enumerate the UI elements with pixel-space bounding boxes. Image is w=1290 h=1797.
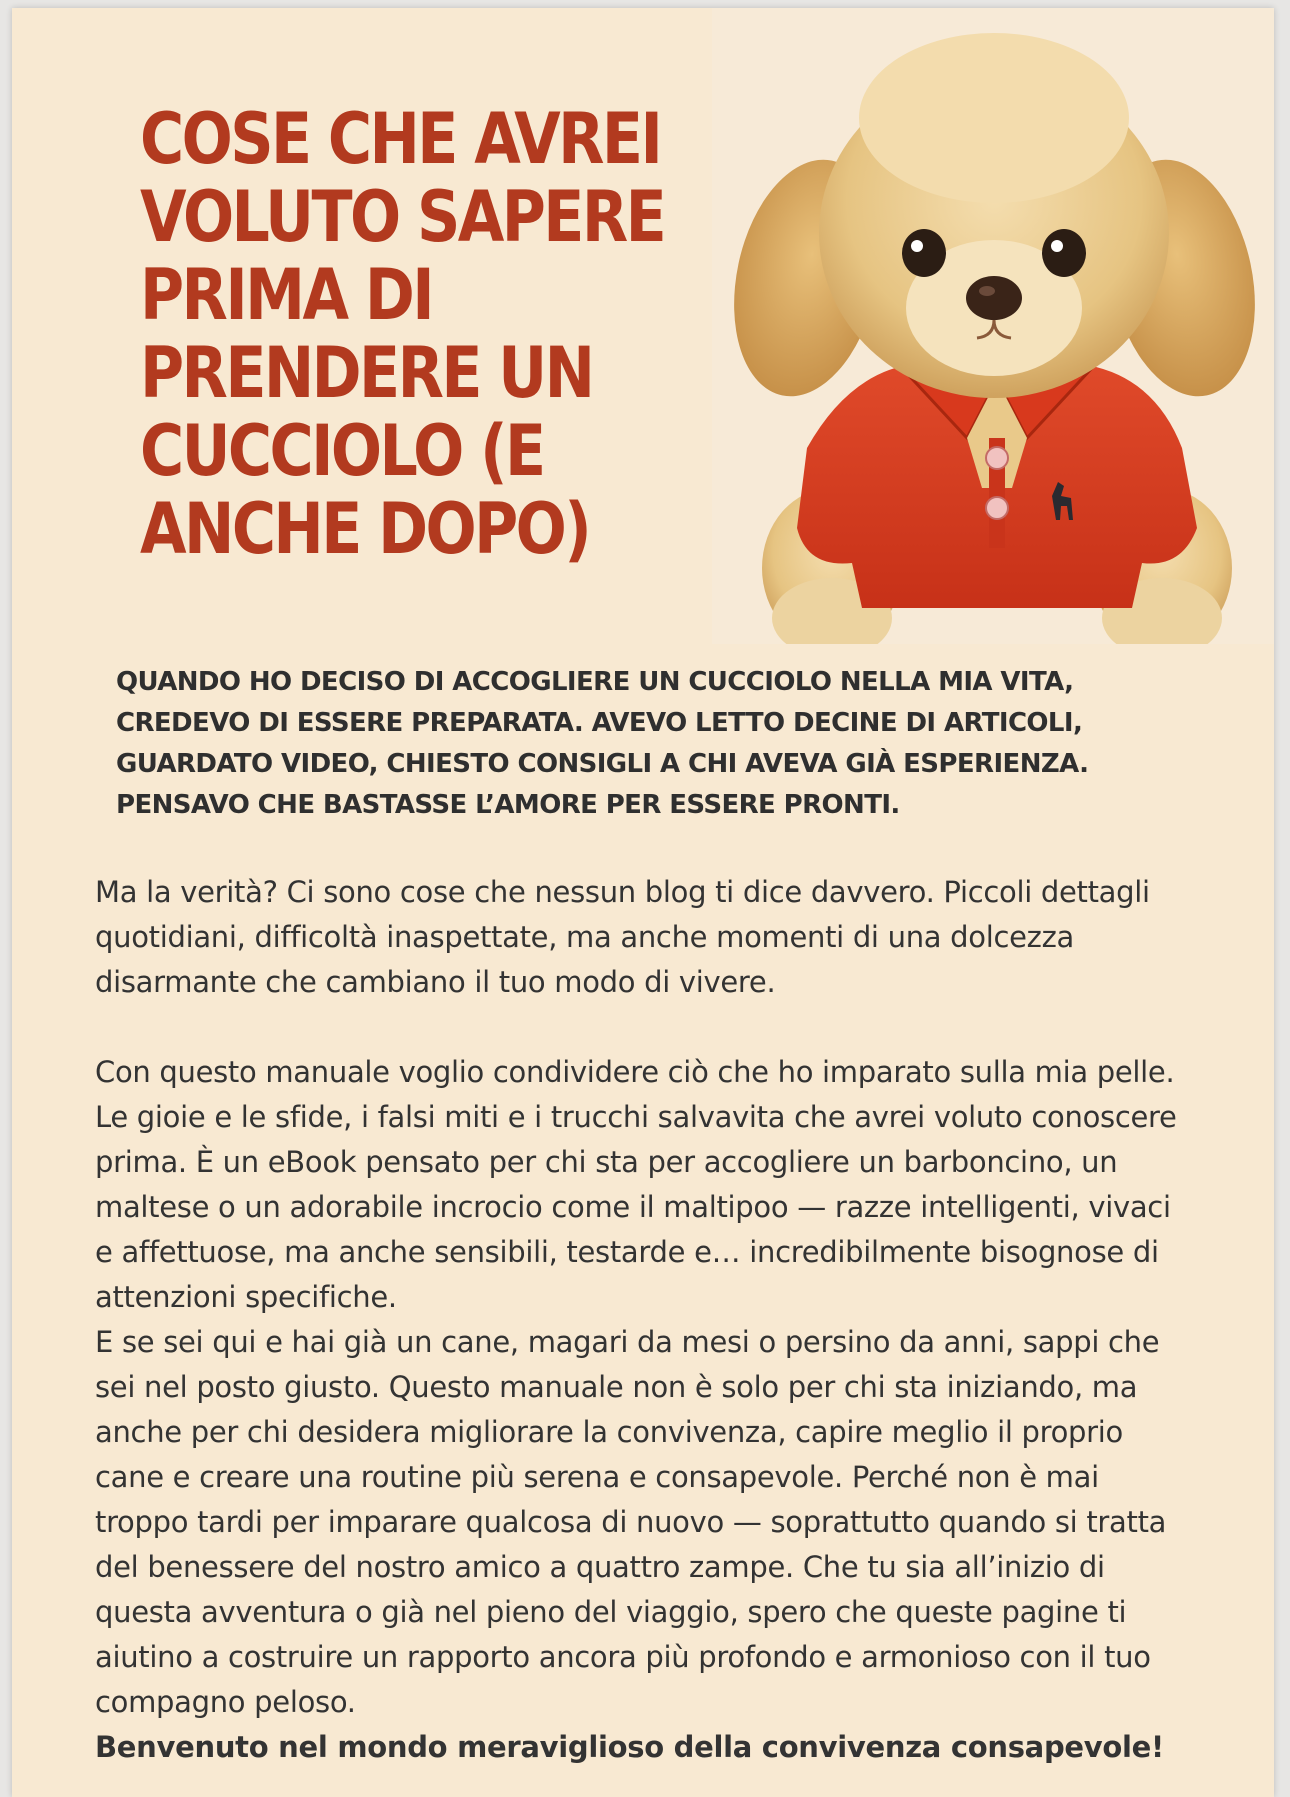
body-paragraph: Con questo manuale voglio condividere ciò che ho imparato sulla mia pelle. Le gioie e le sfide, i falsi miti e i trucchi salvavita che avrei voluto conoscere prima. È un eBook pensato per chi sta per accogliere un barboncino, un maltese o un adorabile incrocio come il maltipoo — razze intelligenti, vivaci e affettuose, ma anche sensibili, testarde e… incredibilmente bisognose di attenzioni specifiche. bbox=[95, 1055, 1177, 1314]
body-text bbox=[95, 870, 1185, 1770]
body-paragraph: Ma la verità? Ci sono cose che nessun blog ti dice davvero. Piccoli dettagli quotidiani, difficoltà inaspettate, ma anche momenti di una dolcezza disarmante che cambiano il tuo modo di vivere. bbox=[95, 875, 1150, 999]
closing-line: Benvenuto nel mondo meraviglioso della convivenza consapevole! bbox=[95, 1730, 1164, 1764]
page-title: COSE CHE AVREI VOLUTO SAPERE PRIMA DI PRENDERE UN CUCCIOLO (E ANCHE DOPO) bbox=[140, 98, 665, 570]
document-page bbox=[12, 8, 1274, 1797]
body-paragraph: E se sei qui e hai già un cane, magari da mesi o persino da anni, sappi che sei nel posto giusto. Questo manuale non è solo per chi sta iniziando, ma anche per chi desidera migliorare la convivenza, capire meglio il proprio cane e creare una routine più serena e consapevole. Perché non è mai troppo tardi per imparare qualcosa di nuovo — soprattutto quando si tratta del benessere del nostro amico a quattro zampe. Che tu sia all’inizio di questa avventura o già nel pieno del viaggio, spero che queste pagine ti aiutino a costruire un rapporto ancora più profondo e armonioso con il tuo compagno peloso. bbox=[95, 1325, 1167, 1719]
poodle-puppy-illustration-icon bbox=[712, 8, 1274, 644]
intro-paragraph: QUANDO HO DECISO DI ACCOGLIERE UN CUCCIOLO NELLA MIA VITA, CREDEVO DI ESSERE PREPARATA. AVEVO LETTO DECINE DI ARTICOLI, GUARDATO VIDEO, CHIESTO CONSIGLI A CHI AVEVA GIÀ ESPERIENZA. PENSAVO CHE BASTASSE L’AMORE PER ESSERE PRONTI. bbox=[116, 667, 1089, 820]
